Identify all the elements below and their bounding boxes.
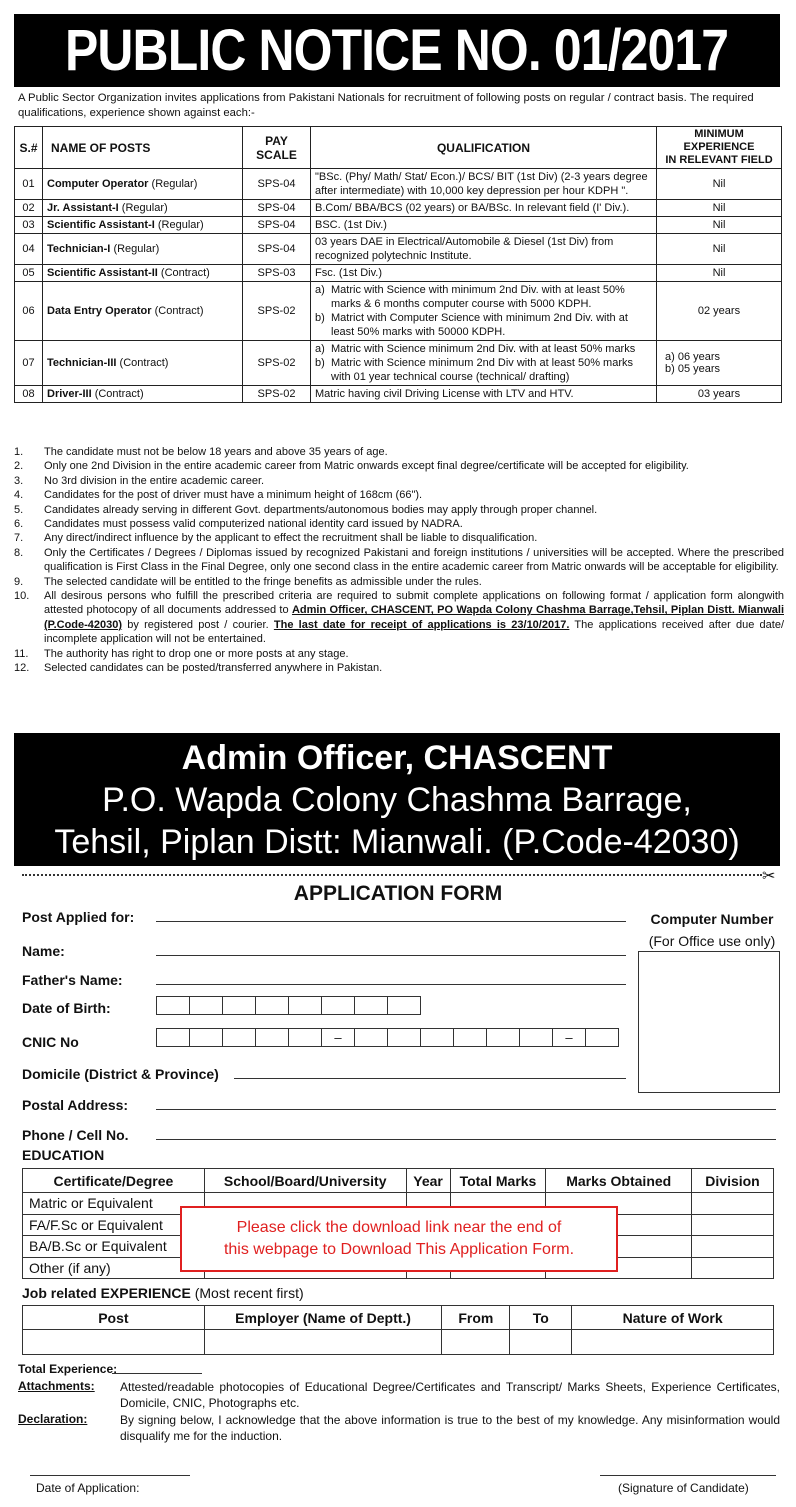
note-text: Candidates already serving in different Govt. departments/autonomous bodies may apply through proper channel. xyxy=(44,503,598,516)
education-header-cell: Marks Obtained xyxy=(546,1169,692,1193)
qualification-text: Matric with Science minimum 2nd Div with at least 50% marks with 01 year technical course (technical/ drafting) xyxy=(331,357,633,383)
post-applied-field[interactable] xyxy=(156,921,626,922)
note-address: Admin Officer, CHASCENT, PO Wapda Colony Chashma Barrage,Tehsil, Piplan Distt. Mianwali (P.Code-42030) xyxy=(44,604,784,631)
experience-value: Nil xyxy=(712,178,726,190)
qualification xyxy=(311,386,657,403)
education-header-row xyxy=(23,1169,774,1193)
education-label: EDUCATION xyxy=(22,1147,105,1163)
note-text: Candidates must possess valid computerized national identity card issued by NADRA. xyxy=(44,518,463,531)
cnic-digit-box[interactable] xyxy=(585,1028,619,1047)
cnic-digit-box[interactable] xyxy=(156,1028,190,1047)
education-header-cell: Certificate/Degree xyxy=(23,1169,205,1193)
experience-header-cell: Post xyxy=(23,1306,205,1330)
education-header-cell: Division xyxy=(692,1169,774,1193)
name-label: Name: xyxy=(22,943,65,959)
post-type: (Regular) xyxy=(113,243,160,255)
post-title: Technician-I xyxy=(47,243,111,255)
note-item xyxy=(14,488,784,502)
note-text-mid: by registered post / courier. xyxy=(122,618,274,631)
cnic-digit-box[interactable] xyxy=(189,1028,223,1047)
experience-value: 03 years xyxy=(697,388,741,400)
row-number: 01 xyxy=(15,169,43,200)
row-number: 04 xyxy=(15,234,43,265)
experience-header-row xyxy=(23,1306,774,1330)
row-number: 03 xyxy=(15,217,43,234)
header-exp xyxy=(657,127,782,169)
experience-title-bold: Job related EXPERIENCE xyxy=(22,1285,191,1301)
download-notice-line2: this webpage to Download This Application Form. xyxy=(223,1241,575,1258)
dob-digit-box[interactable] xyxy=(354,996,388,1015)
min-experience xyxy=(657,386,782,403)
experience-value: Nil xyxy=(712,219,726,231)
qualification xyxy=(311,169,657,200)
post-title: Scientific Assistant-II xyxy=(47,267,158,279)
qualification-text: BSC. (1st Div.) xyxy=(315,219,387,231)
phone-label: Phone / Cell No. xyxy=(22,1127,129,1143)
experience-value: Nil xyxy=(712,202,726,214)
post-name xyxy=(43,217,243,234)
cnic-digit-box[interactable] xyxy=(420,1028,454,1047)
intro-text: A Public Sector Organization invites applications from Pakistani Nationals for recruitment of following posts on regular / contract basis. The required qualifications, experience shown against each:- xyxy=(18,92,754,119)
computer-number-box[interactable] xyxy=(638,951,780,1093)
note-text: Only the Certificates / Degrees / Diplomas issued by recognized Pakistani and foreign institutions / universities will be accepted. Where the prescribed qualification is First Class in the Final Degree, only one second class in the entire academic career from Matric onwards will be acceptable for eligibility. xyxy=(44,546,784,574)
header-qual: QUALIFICATION xyxy=(311,127,657,169)
signature-field[interactable] xyxy=(600,1475,776,1476)
education-degree: Other (if any) xyxy=(23,1257,205,1279)
note-number: 4. xyxy=(14,489,24,502)
pay-scale: SPS-02 xyxy=(243,341,311,386)
cnic-digit-box[interactable] xyxy=(453,1028,487,1047)
date-of-application-label: Date of Application: xyxy=(36,1481,140,1495)
education-cell[interactable] xyxy=(692,1214,774,1236)
qualification-text: Matric with Science with minimum 2nd Div. with at least 50% marks & 6 months computer course with 5000 KDPH. xyxy=(331,284,625,310)
note-text: Any direct/indirect influence by the applicant to effect the recruitment shall be liable to disqualification. xyxy=(44,532,538,545)
note-item xyxy=(14,531,784,545)
row-number: 06 xyxy=(15,282,43,341)
experience-title-rest: (Most recent first) xyxy=(190,1285,304,1301)
table-row xyxy=(15,265,782,282)
education-degree: Matric or Equivalent xyxy=(23,1193,205,1215)
exp-cell[interactable] xyxy=(442,1330,510,1355)
qualification xyxy=(311,200,657,217)
experience-value: Nil xyxy=(712,267,726,279)
note-item xyxy=(14,575,784,589)
note-number: 2. xyxy=(14,460,24,473)
qualification-text: Matrict with Computer Science with minimum 2nd Div. with at least 50% marks with 50000 KDPH. xyxy=(331,312,628,338)
dob-digit-box[interactable] xyxy=(321,996,355,1015)
note-item xyxy=(14,445,784,459)
table-row xyxy=(15,169,782,200)
note-text-pre: All desirous persons who fulfill the prescribed criteria are required to submit complete applications on following format / application form alongwith attested photocopy of all documents addressed to xyxy=(44,590,784,617)
cnic-digit-box[interactable] xyxy=(255,1028,289,1047)
cnic-digit-box[interactable] xyxy=(222,1028,256,1047)
row-number: 05 xyxy=(15,265,43,282)
qualification-text: Fsc. (1st Div.) xyxy=(315,267,383,279)
post-type: (Contract) xyxy=(94,388,144,400)
qualification xyxy=(311,282,657,341)
header-name xyxy=(43,127,243,169)
note-text: Selected candidates can be posted/transferred anywhere in Pakistan. xyxy=(44,662,383,675)
cnic-dash: – xyxy=(552,1028,586,1047)
table-row xyxy=(15,282,782,341)
note-item xyxy=(14,589,784,647)
qualification xyxy=(311,265,657,282)
posts-table xyxy=(14,126,782,403)
cnic-digit-box[interactable] xyxy=(387,1028,421,1047)
admin-address-line1: P.O. Wapda Colony Chashma Barrage, xyxy=(102,781,692,819)
declaration-label: Declaration: xyxy=(18,1412,88,1426)
post-name xyxy=(43,265,243,282)
note-item xyxy=(14,661,784,675)
education-header-cell: Total Marks xyxy=(450,1169,546,1193)
pay-scale: SPS-04 xyxy=(243,234,311,265)
admin-title: Admin Officer, CHASCENT xyxy=(181,739,613,777)
posts-header-row xyxy=(15,127,782,169)
post-title: Scientific Assistant-I xyxy=(47,219,155,231)
domicile-field[interactable] xyxy=(234,1078,626,1079)
scissors-icon: ✂ xyxy=(762,868,776,885)
min-experience xyxy=(657,169,782,200)
note-text: The authority has right to drop one or more posts at any stage. xyxy=(44,647,349,660)
header-name-label: NAME OF POSTS xyxy=(51,140,151,155)
note-text: Candidates for the post of driver must have a minimum height of 168cm (66"). xyxy=(44,489,423,502)
attachments-label: Attachments: xyxy=(18,1379,95,1393)
date-of-application-field[interactable] xyxy=(30,1475,190,1476)
note-item xyxy=(14,517,784,531)
note-text-post: The applications received after due date/ incomplete application will not be entertained. xyxy=(44,618,784,646)
dob-digit-box[interactable] xyxy=(288,996,322,1015)
attachments-text: Attested/readable photocopies of Educational Degree/Certificates and Transcript/ Marks Sheets, Experience Certificates, Domicile, CNIC, Photographs etc. xyxy=(120,1380,780,1410)
header-pay: PAY SCALE xyxy=(243,127,311,169)
education-cell[interactable] xyxy=(692,1193,774,1215)
computer-number-label: Computer Number xyxy=(650,911,774,927)
dob-boxes[interactable] xyxy=(156,996,420,1015)
qualification xyxy=(311,341,657,386)
signature-label: (Signature of Candidate) xyxy=(618,1481,749,1495)
cnic-dash: – xyxy=(321,1028,355,1047)
note-number: 1. xyxy=(14,446,24,458)
note-text: The candidate must not be below 18 years and above 35 years of age. xyxy=(44,446,388,458)
pay-scale: SPS-03 xyxy=(243,265,311,282)
experience-value: 02 years xyxy=(697,305,741,317)
postal-field[interactable] xyxy=(156,1109,776,1110)
note-item xyxy=(14,503,784,517)
note-item xyxy=(14,546,784,575)
table-row xyxy=(15,217,782,234)
note-text: Only one 2nd Division in the entire academic career from Matric onwards except final degree/certificate will be accepted for eligibility. xyxy=(44,460,689,473)
table-row xyxy=(15,341,782,386)
post-title: Technician-III xyxy=(47,357,117,369)
note-number: 6. xyxy=(14,518,24,531)
note-last-date: The last date for receipt of applications is 23/10/2017. xyxy=(273,618,570,631)
qualification-text: Matric having civil Driving License with LTV and HTV. xyxy=(315,388,574,400)
row-number: 08 xyxy=(15,386,43,403)
experience-value: Nil xyxy=(712,243,726,255)
dob-digit-box[interactable] xyxy=(189,996,223,1015)
qualification-item xyxy=(315,311,652,339)
education-degree: FA/F.Sc or Equivalent xyxy=(23,1214,205,1236)
table-row xyxy=(15,200,782,217)
post-type: (Regular) xyxy=(151,178,198,190)
experience-value: a) 06 years xyxy=(665,351,721,363)
name-field[interactable] xyxy=(156,955,626,956)
post-title: Driver-III xyxy=(47,388,92,400)
education-header-cell: Year xyxy=(406,1169,450,1193)
note-item xyxy=(14,647,784,661)
post-name xyxy=(43,200,243,217)
cnic-digit-box[interactable] xyxy=(519,1028,553,1047)
experience-row xyxy=(23,1330,774,1355)
min-experience xyxy=(657,200,782,217)
notice-title: PUBLIC NOTICE NO. 01/2017 xyxy=(65,18,729,83)
qualification xyxy=(311,217,657,234)
note-number: 7. xyxy=(14,532,24,545)
phone-field[interactable] xyxy=(156,1139,776,1140)
qualification-text: B.Com/ BBA/BCS (02 years) or BA/BSc. In relevant field (I' Div.). xyxy=(315,202,630,214)
note-number: 8. xyxy=(14,546,24,559)
pay-scale: SPS-02 xyxy=(243,386,311,403)
qualification-text: "BSc. (Phy/ Math/ Stat/ Econ.)/ BCS/ BIT (1st Div) (2-3 years degree after intermediate) with 10,000 key depression per hour KDPH ". xyxy=(315,171,648,197)
row-number: 07 xyxy=(15,341,43,386)
exp-cell[interactable] xyxy=(204,1330,442,1355)
experience-header-cell: To xyxy=(510,1306,572,1330)
post-applied-label: Post Applied for: xyxy=(22,909,135,925)
cnic-boxes[interactable] xyxy=(156,1028,618,1047)
note-item xyxy=(14,474,784,488)
domicile-label: Domicile (District & Province) xyxy=(22,1066,219,1082)
father-label: Father's Name: xyxy=(22,972,123,988)
exp-cell[interactable] xyxy=(23,1330,205,1355)
pay-scale: SPS-04 xyxy=(243,169,311,200)
office-use-label: (For Office use only) xyxy=(648,933,776,949)
cut-line xyxy=(22,874,762,876)
qualification-marker: a) xyxy=(315,284,325,296)
note-number: 9. xyxy=(14,575,24,588)
admin-address-block xyxy=(14,733,780,866)
post-type: (Contract) xyxy=(154,305,204,317)
cnic-digit-box[interactable] xyxy=(486,1028,520,1047)
post-name xyxy=(43,169,243,200)
education-cell[interactable] xyxy=(692,1236,774,1258)
qualification-text: 03 years DAE in Electrical/Automobile & Diesel (1st Div) from recognized polytechnic Institute. xyxy=(315,236,614,262)
note-number: 3. xyxy=(14,474,24,487)
min-experience xyxy=(657,217,782,234)
download-notice-banner xyxy=(180,1206,618,1272)
cnic-label: CNIC No xyxy=(22,1034,79,1050)
row-number: 02 xyxy=(15,200,43,217)
post-type: (Regular) xyxy=(121,202,168,214)
post-type: (Contract) xyxy=(119,357,169,369)
cnic-digit-box[interactable] xyxy=(288,1028,322,1047)
dob-digit-box[interactable] xyxy=(387,996,421,1015)
declaration-text: By signing below, I acknowledge that the above information is true to the best of my knowledge. Any misinformation would disqualify me for the induction. xyxy=(120,1413,780,1443)
post-name xyxy=(43,282,243,341)
post-title: Data Entry Operator xyxy=(47,305,152,317)
table-row xyxy=(15,234,782,265)
note-text xyxy=(44,589,784,647)
education-cell[interactable] xyxy=(692,1257,774,1279)
note-text: The selected candidate will be entitled to the fringe benefits as admissible under the rules. xyxy=(44,575,482,588)
note-number: 10. xyxy=(14,590,30,603)
cnic-digit-box[interactable] xyxy=(354,1028,388,1047)
post-name xyxy=(43,234,243,265)
exp-cell[interactable] xyxy=(572,1330,774,1355)
notes-list xyxy=(14,445,784,676)
qualification-item xyxy=(315,356,652,384)
note-number: 5. xyxy=(14,503,24,516)
dob-digit-box[interactable] xyxy=(222,996,256,1015)
dob-label: Date of Birth: xyxy=(22,1000,111,1016)
dob-digit-box[interactable] xyxy=(156,996,190,1015)
dob-digit-box[interactable] xyxy=(255,996,289,1015)
experience-table xyxy=(22,1305,774,1355)
father-field[interactable] xyxy=(156,984,626,985)
min-experience xyxy=(657,265,782,282)
pay-scale: SPS-04 xyxy=(243,200,311,217)
note-text: No 3rd division in the entire academic career. xyxy=(44,474,265,487)
total-experience-field[interactable] xyxy=(112,1373,202,1374)
experience-value: b) 05 years xyxy=(665,363,721,375)
post-name xyxy=(43,386,243,403)
header-sn: S.# xyxy=(15,127,43,169)
qualification-marker: b) xyxy=(315,312,325,324)
post-type: (Regular) xyxy=(157,219,204,231)
post-name xyxy=(43,341,243,386)
education-header-cell: School/Board/University xyxy=(204,1169,406,1193)
qualification xyxy=(311,234,657,265)
post-type: (Contract) xyxy=(160,267,210,279)
exp-cell[interactable] xyxy=(510,1330,572,1355)
header-exp-line1: MINIMUM EXPERIENCE xyxy=(683,128,755,153)
experience-header-cell: Nature of Work xyxy=(572,1306,774,1330)
post-title: Jr. Assistant-I xyxy=(47,202,119,214)
post-title: Computer Operator xyxy=(47,178,149,190)
education-degree: BA/B.Sc or Equivalent xyxy=(23,1236,205,1258)
experience-header-cell: Employer (Name of Deptt.) xyxy=(204,1306,442,1330)
pay-scale: SPS-02 xyxy=(243,282,311,341)
pay-scale: SPS-04 xyxy=(243,217,311,234)
note-number: 12. xyxy=(14,662,30,675)
table-row xyxy=(15,386,782,403)
total-experience-label: Total Experience: xyxy=(18,1362,118,1376)
qualification-item xyxy=(315,342,652,356)
notice-title-bar xyxy=(14,14,780,87)
qualification-marker: a) xyxy=(315,343,325,355)
download-notice-line1: Please click the download link near the end of xyxy=(236,1219,562,1236)
postal-label: Postal Address: xyxy=(22,1097,129,1113)
note-item xyxy=(14,459,784,473)
qualification-item xyxy=(315,283,652,311)
header-exp-line2: IN RELEVANT FIELD xyxy=(665,154,773,166)
form-title: APPLICATION FORM xyxy=(293,882,503,905)
note-number: 11. xyxy=(14,647,29,660)
qualification-marker: b) xyxy=(315,357,325,369)
qualification-text: Matric with Science minimum 2nd Div. with at least 50% marks xyxy=(331,343,636,355)
admin-address-line2: Tehsil, Piplan Distt: Mianwali. (P.Code-42030) xyxy=(54,823,740,861)
computer-number-block xyxy=(642,908,782,952)
min-experience xyxy=(657,234,782,265)
experience-title xyxy=(22,1285,304,1301)
min-experience xyxy=(657,341,782,386)
min-experience xyxy=(657,282,782,341)
experience-header-cell: From xyxy=(442,1306,510,1330)
